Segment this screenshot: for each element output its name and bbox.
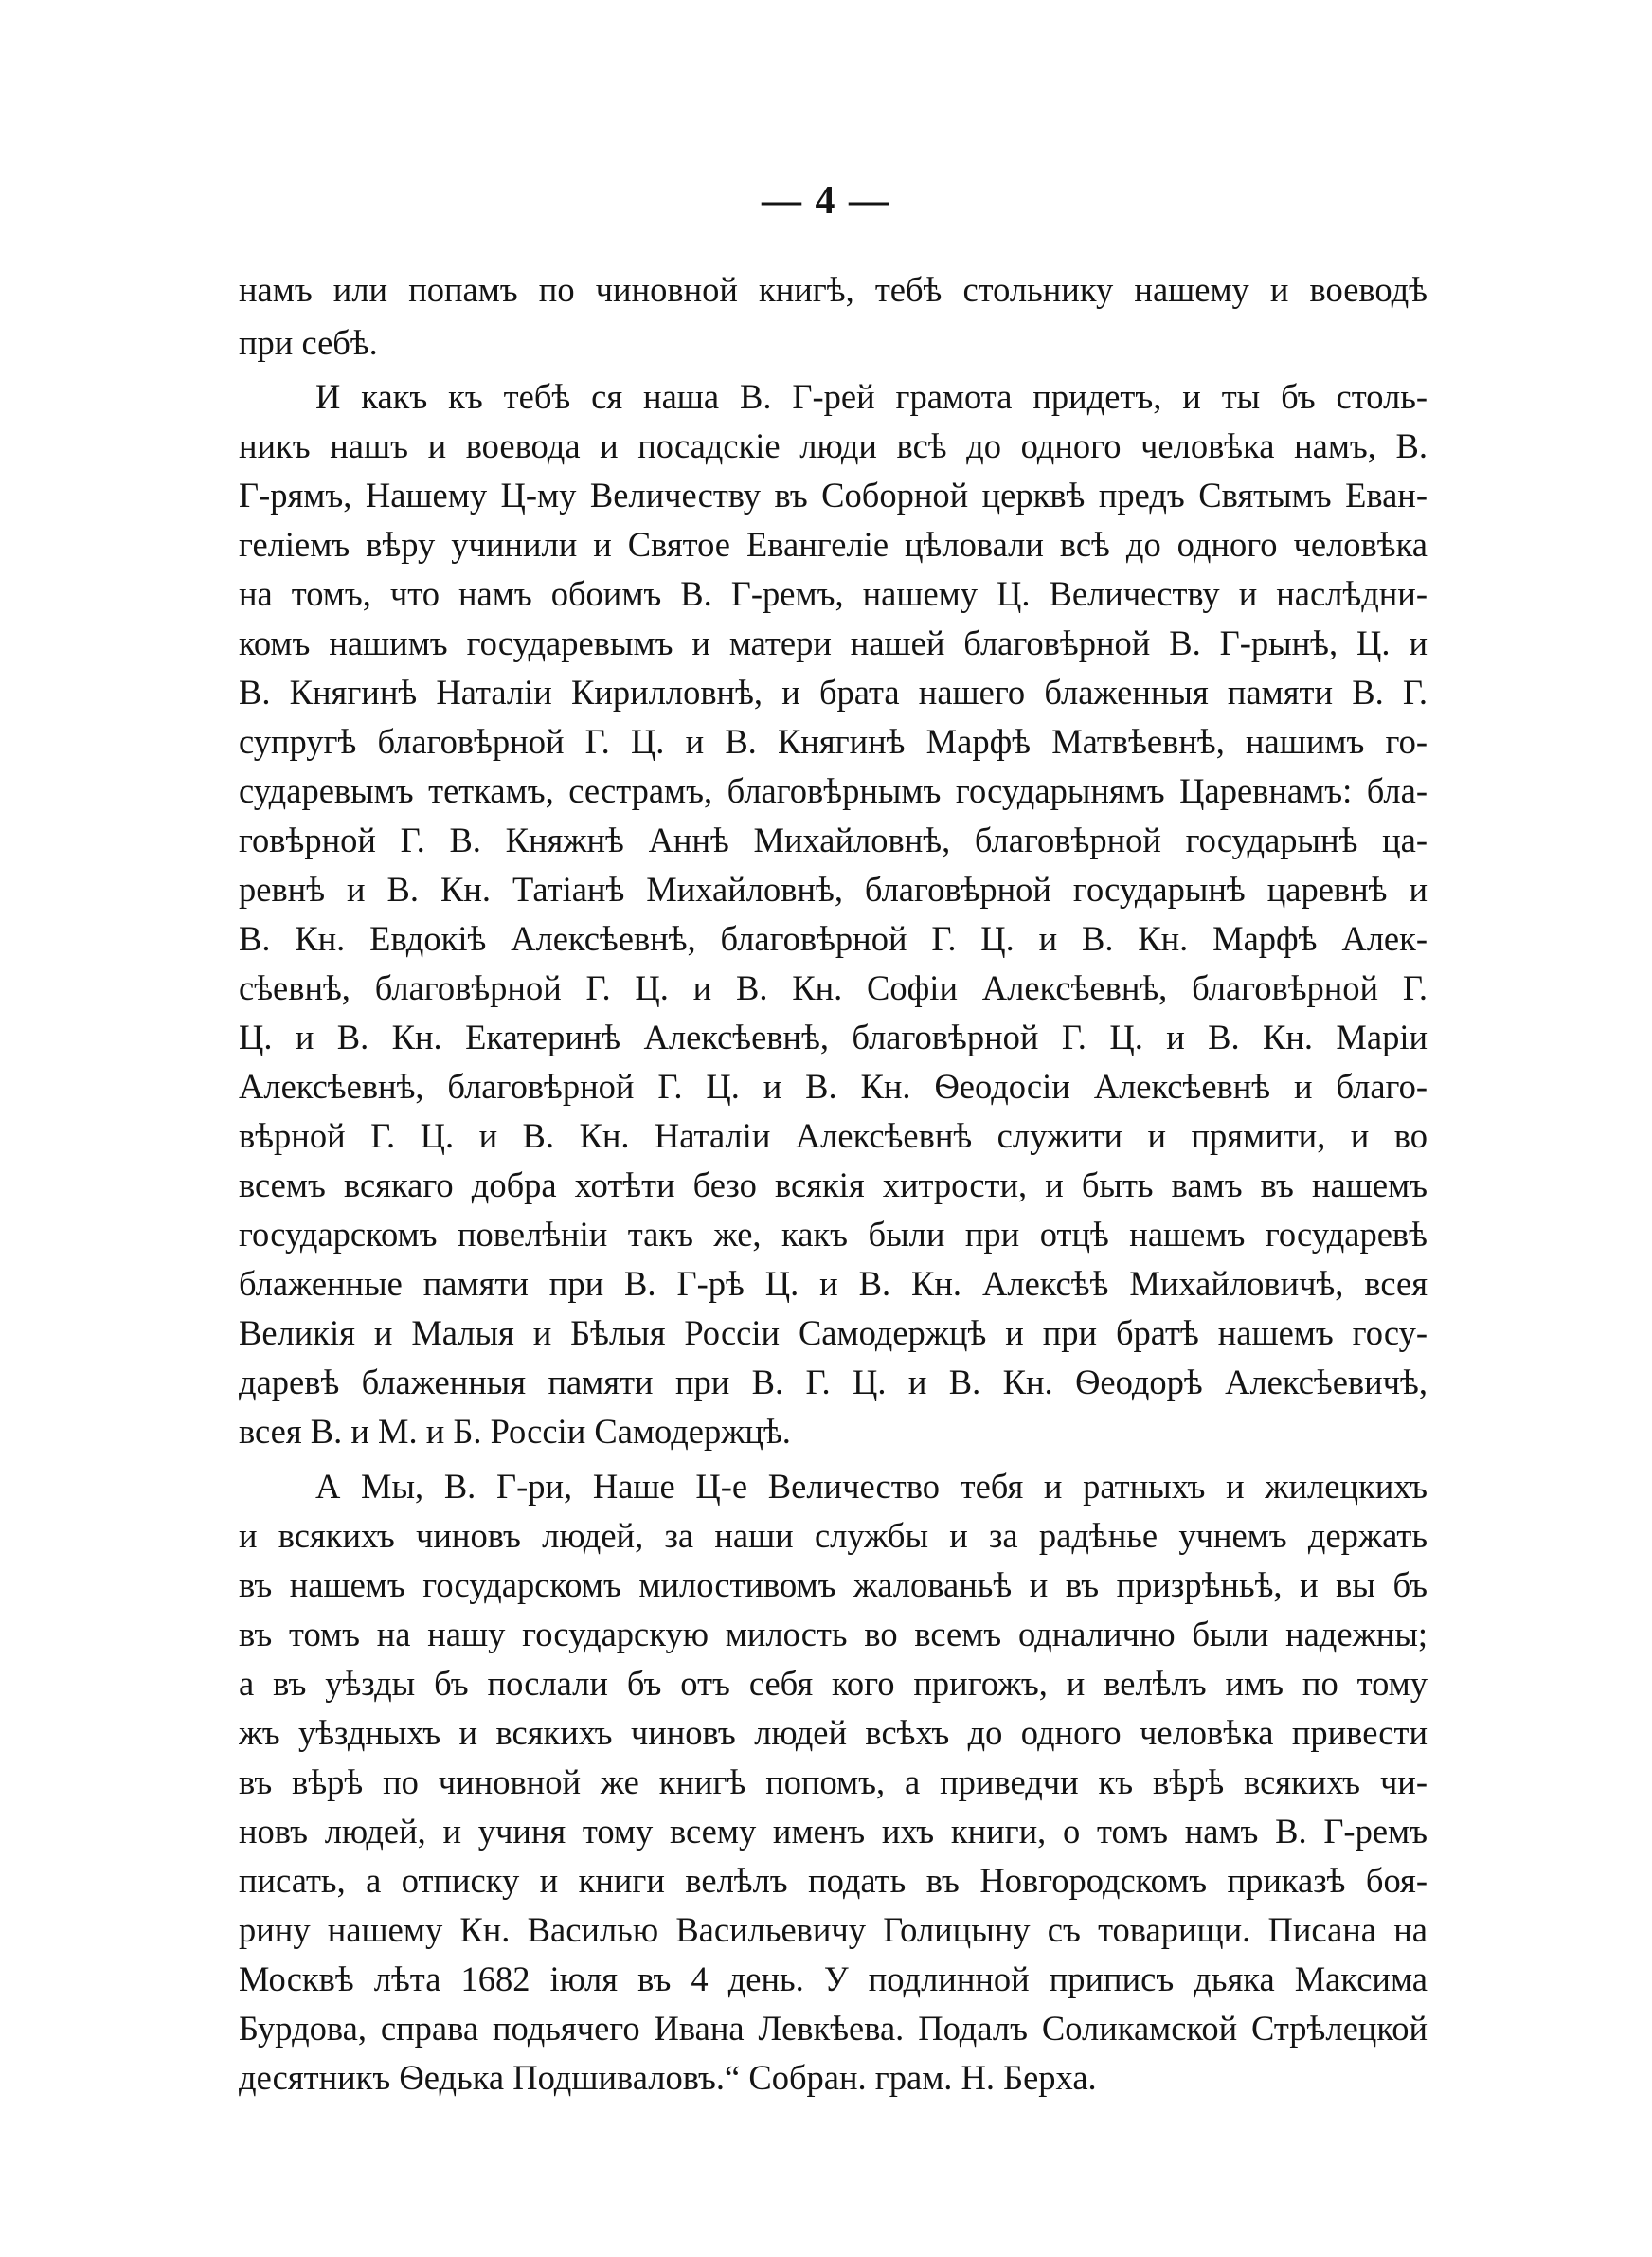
text-line: въ нашемъ государскомъ милостивомъ жалованьѣ и въ призрѣньѣ, и вы бъ [239,1565,1428,1604]
text-line: И какъ къ тебѣ ся наша В. Г-рей грамота придетъ, и ты бъ столь- [315,377,1428,416]
text-line: Ц. и В. Кн. Екатеринѣ Алексѣевнѣ, благовѣрной Г. Ц. и В. Кн. Маріи [239,1018,1428,1056]
text-line: В. Кн. Евдокіѣ Алексѣевнѣ, благовѣрной Г. Ц. и В. Кн. Марфѣ Алек- [239,919,1428,958]
text-line: Бурдова, справа подьячего Ивана Левкѣева. Подалъ Соликамской Стрѣлецкой [239,2009,1428,2048]
text-line: рину нашему Кн. Василью Васильевичу Голицыну съ товарищи. Писана на [239,1910,1428,1949]
text-line: сѣевнѣ, благовѣрной Г. Ц. и В. Кн. Софіи Алексѣевнѣ, благовѣрной Г. [239,968,1428,1007]
text-line: всея В. и М. и Б. Россіи Самодержцѣ. [239,1412,791,1451]
text-line: В. Княгинѣ Наталіи Кирилловнѣ, и брата нашего блаженныя памяти В. Г. [239,673,1428,712]
text-line: комъ нашимъ государевымъ и матери нашей благовѣрной В. Г-рынѣ, Ц. и [239,623,1428,662]
text-line: Москвѣ лѣта 1682 іюля въ 4 день. У подлинной приписъ дьяка Максима [239,1959,1428,1998]
text-line: десятникъ Ѳедька Подшиваловъ.“ Собран. грам. Н. Берха. [239,2058,1097,2097]
text-line: вѣрной Г. Ц. и В. Кн. Наталіи Алексѣевнѣ служити и прямити, и во [239,1116,1428,1155]
text-line: Г-рямъ, Нашему Ц-му Величеству въ Соборной церквѣ предъ Святымъ Еван- [239,476,1428,515]
text-line: Великія и Малыя и Бѣлыя Россіи Самодержцѣ и при братѣ нашемъ госу- [239,1313,1428,1352]
text-line: жъ уѣздныхъ и всякихъ чиновъ людей всѣхъ до одного человѣка привести [239,1713,1428,1752]
text-line: а въ уѣзды бъ послали бъ отъ себя кого пригожъ, и велѣлъ имъ по тому [239,1664,1428,1703]
text-line: государскомъ повелѣніи такъ же, какъ были при отцѣ нашемъ государевѣ [239,1215,1428,1254]
text-line: писать, а отписку и книги велѣлъ подать въ Новгородскомъ приказѣ боя- [239,1861,1428,1900]
text-line: и всякихъ чиновъ людей, за наши службы и за радѣнье учнемъ держать [239,1516,1428,1555]
text-line: въ вѣрѣ по чиновной же книгѣ попомъ, а приведчи къ вѣрѣ всякихъ чи- [239,1762,1428,1801]
text-line: Алексѣевнѣ, благовѣрной Г. Ц. и В. Кн. Ѳеодосіи Алексѣевнѣ и благо- [239,1067,1428,1106]
text-line: всемъ всякаго добра хотѣти безо всякія хитрости, и быть вамъ въ нашемъ [239,1165,1428,1204]
text-line: блаженные памяти при В. Г-рѣ Ц. и В. Кн. Алексѣѣ Михайловичѣ, всея [239,1264,1428,1303]
text-line: ревнѣ и В. Кн. Татіанѣ Михайловнѣ, благовѣрной государынѣ царевнѣ и [239,870,1428,909]
text-line: на томъ, что намъ обоимъ В. Г-ремъ, нашему Ц. Величеству и наслѣдни- [239,574,1428,613]
text-line: никъ нашъ и воевода и посадскіе люди всѣ до одного человѣка намъ, В. [239,426,1428,465]
text-line: говѣрной Г. В. Княжнѣ Аннѣ Михайловнѣ, благовѣрной государынѣ ца- [239,821,1428,859]
text-line: А Мы, В. Г-ри, Наше Ц-е Величество тебя и ратныхъ и жилецкихъ [315,1467,1428,1506]
page-number: — 4 — [762,179,890,223]
text-line: намъ или попамъ по чиновной книгѣ, тебѣ стольнику нашему и воеводѣ [239,270,1428,309]
text-line: въ томъ на нашу государскую милость во всемъ одналично были надежны; [239,1615,1428,1653]
text-line: супругѣ благовѣрной Г. Ц. и В. Княгинѣ Марфѣ Матвѣевнѣ, нашимъ го- [239,722,1428,761]
text-line: геліемъ вѣру учинили и Святое Евангеліе цѣловали всѣ до одного человѣка [239,525,1428,564]
text-line: сударевымъ теткамъ, сестрамъ, благовѣрнымъ государынямъ Царевнамъ: бла- [239,771,1428,810]
text-line: при себѣ. [239,323,378,362]
text-line: новъ людей, и учиня тому всему именъ ихъ книги, о томъ намъ В. Г-ремъ [239,1812,1428,1851]
text-line: даревѣ блаженныя памяти при В. Г. Ц. и В. Кн. Ѳеодорѣ Алексѣевичѣ, [239,1363,1428,1401]
